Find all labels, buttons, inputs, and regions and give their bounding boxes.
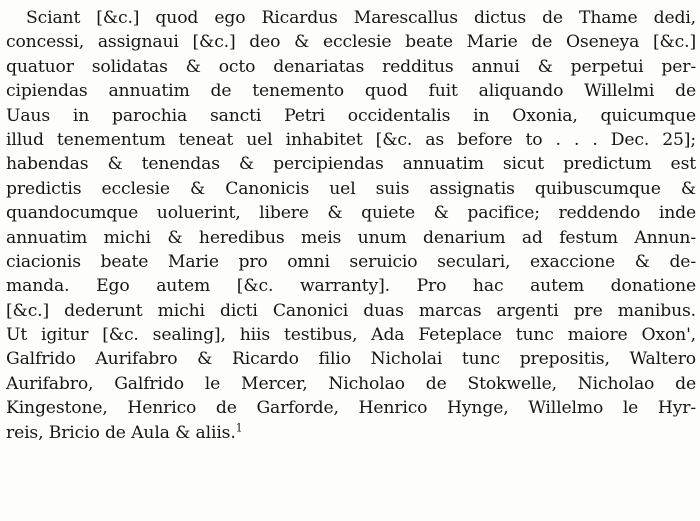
text-line-final <box>6 421 696 445</box>
text-line: quatuor solidatas & octo denariatas redditus annui & perpetui per- <box>6 56 696 77</box>
text-line: Uaus in parochia sancti Petri occidentalis in Oxonia, quicumque <box>6 105 696 126</box>
text-line: concessi, assignaui [&c.] deo & ecclesie beate Marie de Oseneya [&c.] <box>6 32 696 53</box>
charter-paragraph <box>6 6 696 445</box>
text-line: quandocumque uoluerint, libere & quiete & pacifice; reddendo inde <box>6 203 696 224</box>
text-line: Sciant [&c.] quod ego Ricardus Marescallus dictus de Thame dedi, <box>26 8 696 28</box>
text-line: Galfrido Aurifabro & Ricardo filio Nicholai tunc prepositis, Waltero <box>6 349 696 370</box>
text-line: manda. Ego autem [&c. warranty]. Pro hac autem donatione <box>6 276 696 297</box>
text-line: ciacionis beate Marie pro omni seruicio seculari, exaccione & de- <box>6 251 696 272</box>
footnote-marker[interactable]: 1 <box>235 420 243 434</box>
text-line: habendas & tenendas & percipiendas annuatim sicut predictum est <box>6 154 696 175</box>
text-line: predictis ecclesie & Canonicis uel suis assignatis quibuscumque & <box>6 178 696 199</box>
text-line: cipiendas annuatim de tenemento quod fuit aliquando Willelmi de <box>6 81 696 102</box>
text-line: illud tenementum teneat uel inhabitet [&c. as before to . . . Dec. 25]; <box>6 129 696 150</box>
text-line: Ut igitur [&c. sealing], hiis testibus, Ada Feteplace tunc maiore Oxon', <box>6 325 696 346</box>
final-line-text: reis, Bricio de Aula & aliis. <box>6 422 236 443</box>
text-line: Aurifabro, Galfrido le Mercer, Nicholao de Stokwelle, Nicholao de <box>6 373 696 394</box>
text-line: [&c.] dederunt michi dicti Canonici duas marcas argenti pre manibus. <box>6 300 696 321</box>
text-line: Kingestone, Henrico de Garforde, Henrico Hynge, Willelmo le Hyr- <box>6 398 696 419</box>
text-line: annuatim michi & heredibus meis unum denarium ad festum Annun- <box>6 227 696 248</box>
